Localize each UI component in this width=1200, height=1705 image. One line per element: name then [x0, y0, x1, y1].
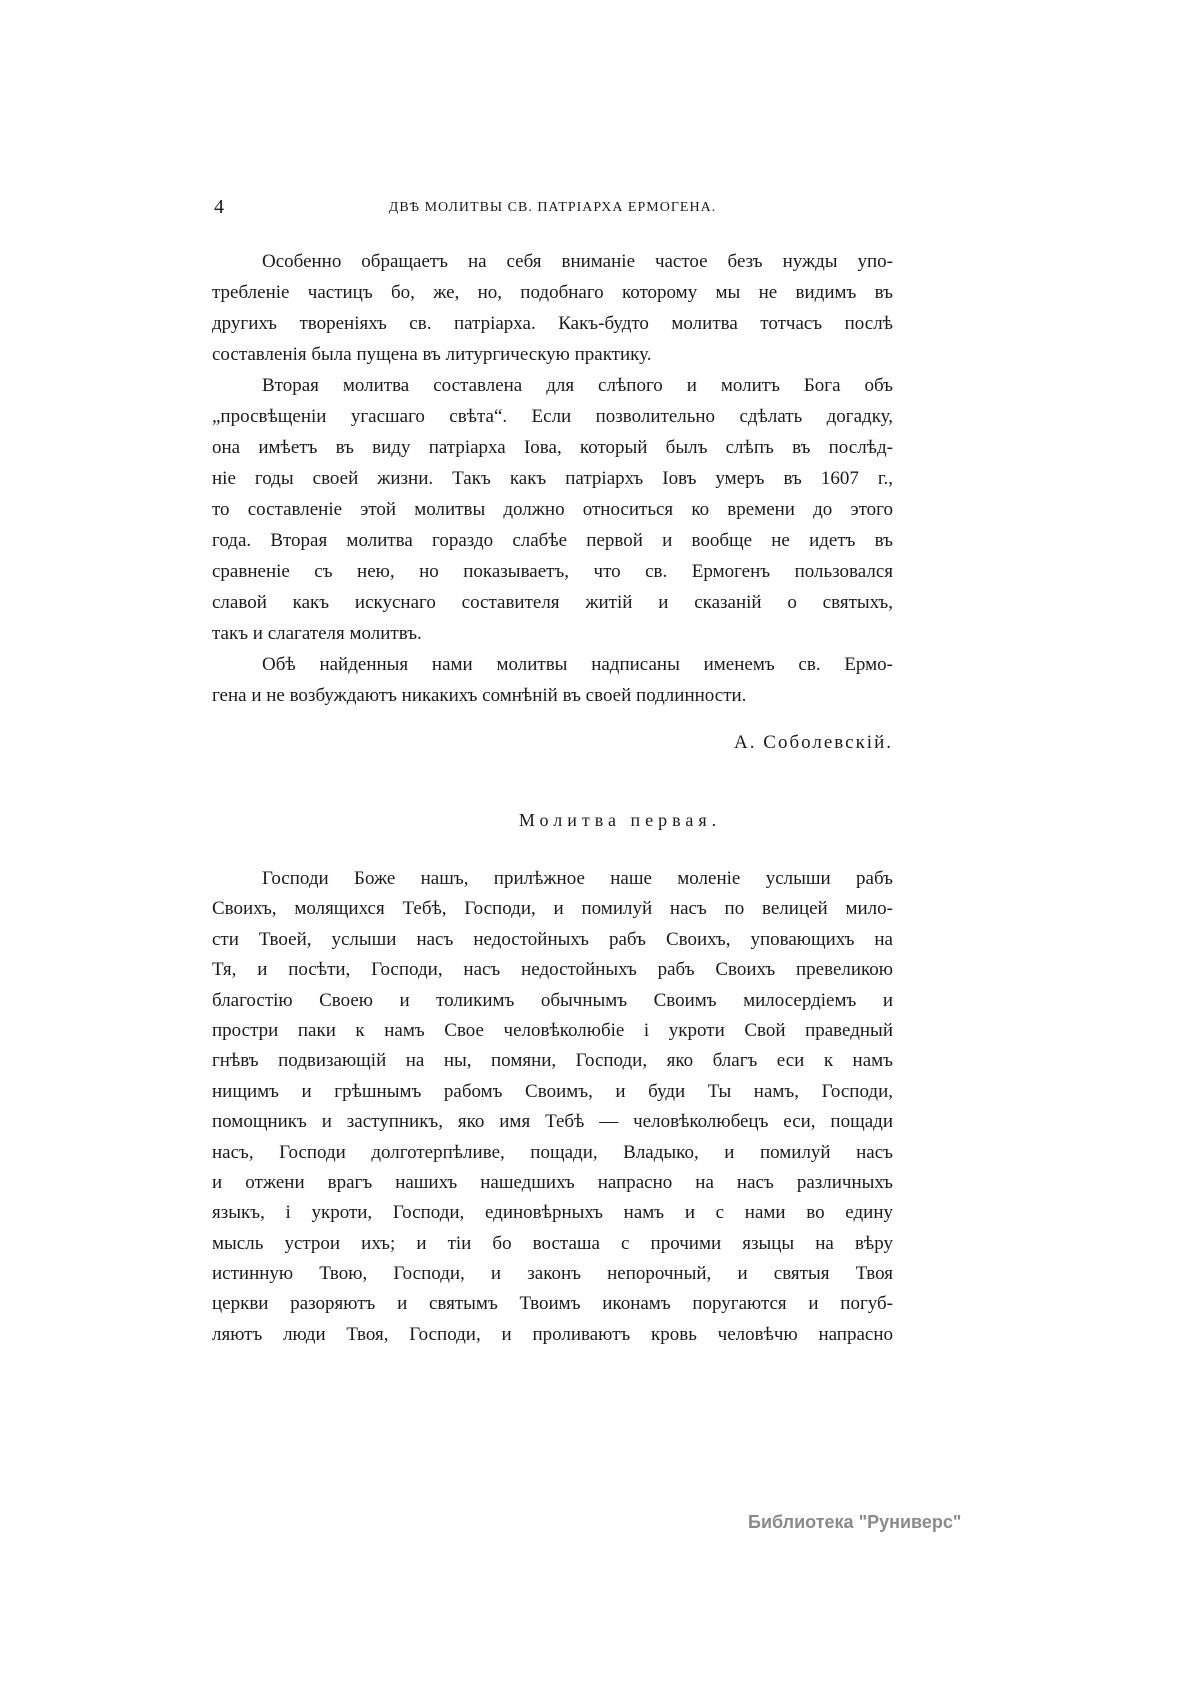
- text-line: такъ и слагателя молитвъ.: [212, 623, 422, 644]
- text-line: года. Вторая молитва гораздо слабѣе первой и вообще не идетъ въ: [212, 530, 893, 551]
- text-line: то составленіе этой молитвы должно относиться ко времени до этого: [212, 499, 893, 520]
- text-line: „просвѣщеніи угасшаго свѣта“. Если позволительно сдѣлать догадку,: [212, 406, 893, 427]
- text-line: требленіе частицъ бо, же, но, подобнаго которому мы не видимъ въ: [212, 282, 893, 303]
- text-line: простри паки к намъ Свое человѣколюбіе і укроти Свой праведный: [212, 1019, 893, 1041]
- running-header: [212, 196, 893, 222]
- prayer-text: [212, 864, 893, 1350]
- library-watermark: Библиотека "Руниверс": [748, 1512, 962, 1532]
- text-line: насъ, Господи долготерпѣливе, пощади, Владыко, и помилуй насъ: [212, 1141, 893, 1163]
- text-line: гена и не возбуждаютъ никакихъ сомнѣній въ своей подлинности.: [212, 685, 747, 706]
- paragraph-1: [212, 246, 893, 370]
- text-line: благостію Своею и толикимъ обычнымъ Своимъ милосердіемъ и: [212, 989, 893, 1011]
- text-line: Особенно обращаетъ на себя вниманіе частое безъ нужды упо-: [262, 251, 893, 272]
- text-line: ніе годы своей жизни. Такъ какъ патріархъ Іовъ умеръ въ 1607 г.,: [212, 468, 893, 489]
- text-line: мысль устрои ихъ; и тіи бо восташа с прочими языцы на вѣру: [212, 1232, 893, 1254]
- intro-text: [212, 246, 893, 711]
- text-line: ляютъ люди Твоя, Господи, и проливаютъ кровь человѣчю напрасно: [212, 1323, 893, 1345]
- text-line: языкъ, і укроти, Господи, единовѣрныхъ намъ и с нами во едину: [212, 1202, 893, 1224]
- text-line: истинную Твою, Господи, и законъ непорочный, и святыя Твоя: [212, 1263, 893, 1285]
- text-line: Господи Боже нашъ, прилѣжное наше моленіе услыши рабъ: [262, 868, 893, 889]
- running-title: ДВѢ МОЛИТВЫ СВ. ПАТРІАРХА ЕРМОГЕНА.: [388, 200, 717, 215]
- text-line: и отжени врагъ нашихъ нашедшихъ напрасно на насъ различныхъ: [212, 1171, 893, 1193]
- page-number: 4: [214, 196, 224, 218]
- text-line: сравненіе съ нею, но показываетъ, что св. Ермогенъ пользовался: [212, 561, 893, 582]
- text-line: Обѣ найденныя нами молитвы надписаны именемъ св. Ермо-: [262, 654, 893, 675]
- text-line: нищимъ и грѣшнымъ рабомъ Своимъ, и буди Ты намъ, Господи,: [212, 1080, 893, 1102]
- text-line: она имѣетъ въ виду патріарха Іова, который былъ слѣпъ въ послѣд-: [212, 437, 893, 458]
- text-line: славой какъ искуснаго составителя житій и сказаній о святыхъ,: [212, 592, 893, 613]
- text-line: Тя, и посѣти, Господи, насъ недостойныхъ рабъ Своихъ превеликою: [212, 959, 893, 981]
- text-line: составленія была пущена въ литургическую практику.: [212, 344, 652, 365]
- text-line: Своихъ, молящихся Тебѣ, Господи, и помилуй насъ по велицей мило-: [212, 898, 893, 920]
- text-line: гнѣвъ подвизающій на ны, помяни, Господи, яко благъ еси к намъ: [212, 1050, 893, 1072]
- text-line: церкви разоряютъ и святымъ Твоимъ иконамъ поругаются и погуб-: [212, 1293, 893, 1315]
- text-line: другихъ твореніяхъ св. патріарха. Какъ-будто молитва тотчасъ послѣ: [212, 313, 893, 334]
- author-signature: А. Соболевскій.: [734, 732, 893, 753]
- text-line: сти Твоей, услыши насъ недостойныхъ рабъ Своихъ, уповающихъ на: [212, 928, 893, 950]
- section-heading: Молитва первая.: [518, 810, 722, 830]
- paragraph-2: [212, 370, 893, 649]
- prayer-paragraph: [212, 864, 893, 1350]
- text-line: Вторая молитва составлена для слѣпого и молитъ Бога объ: [262, 375, 893, 396]
- paragraph-3: [212, 649, 893, 711]
- text-line: помощникъ и заступникъ, яко имя Тебѣ — человѣколюбецъ еси, пощади: [212, 1111, 893, 1133]
